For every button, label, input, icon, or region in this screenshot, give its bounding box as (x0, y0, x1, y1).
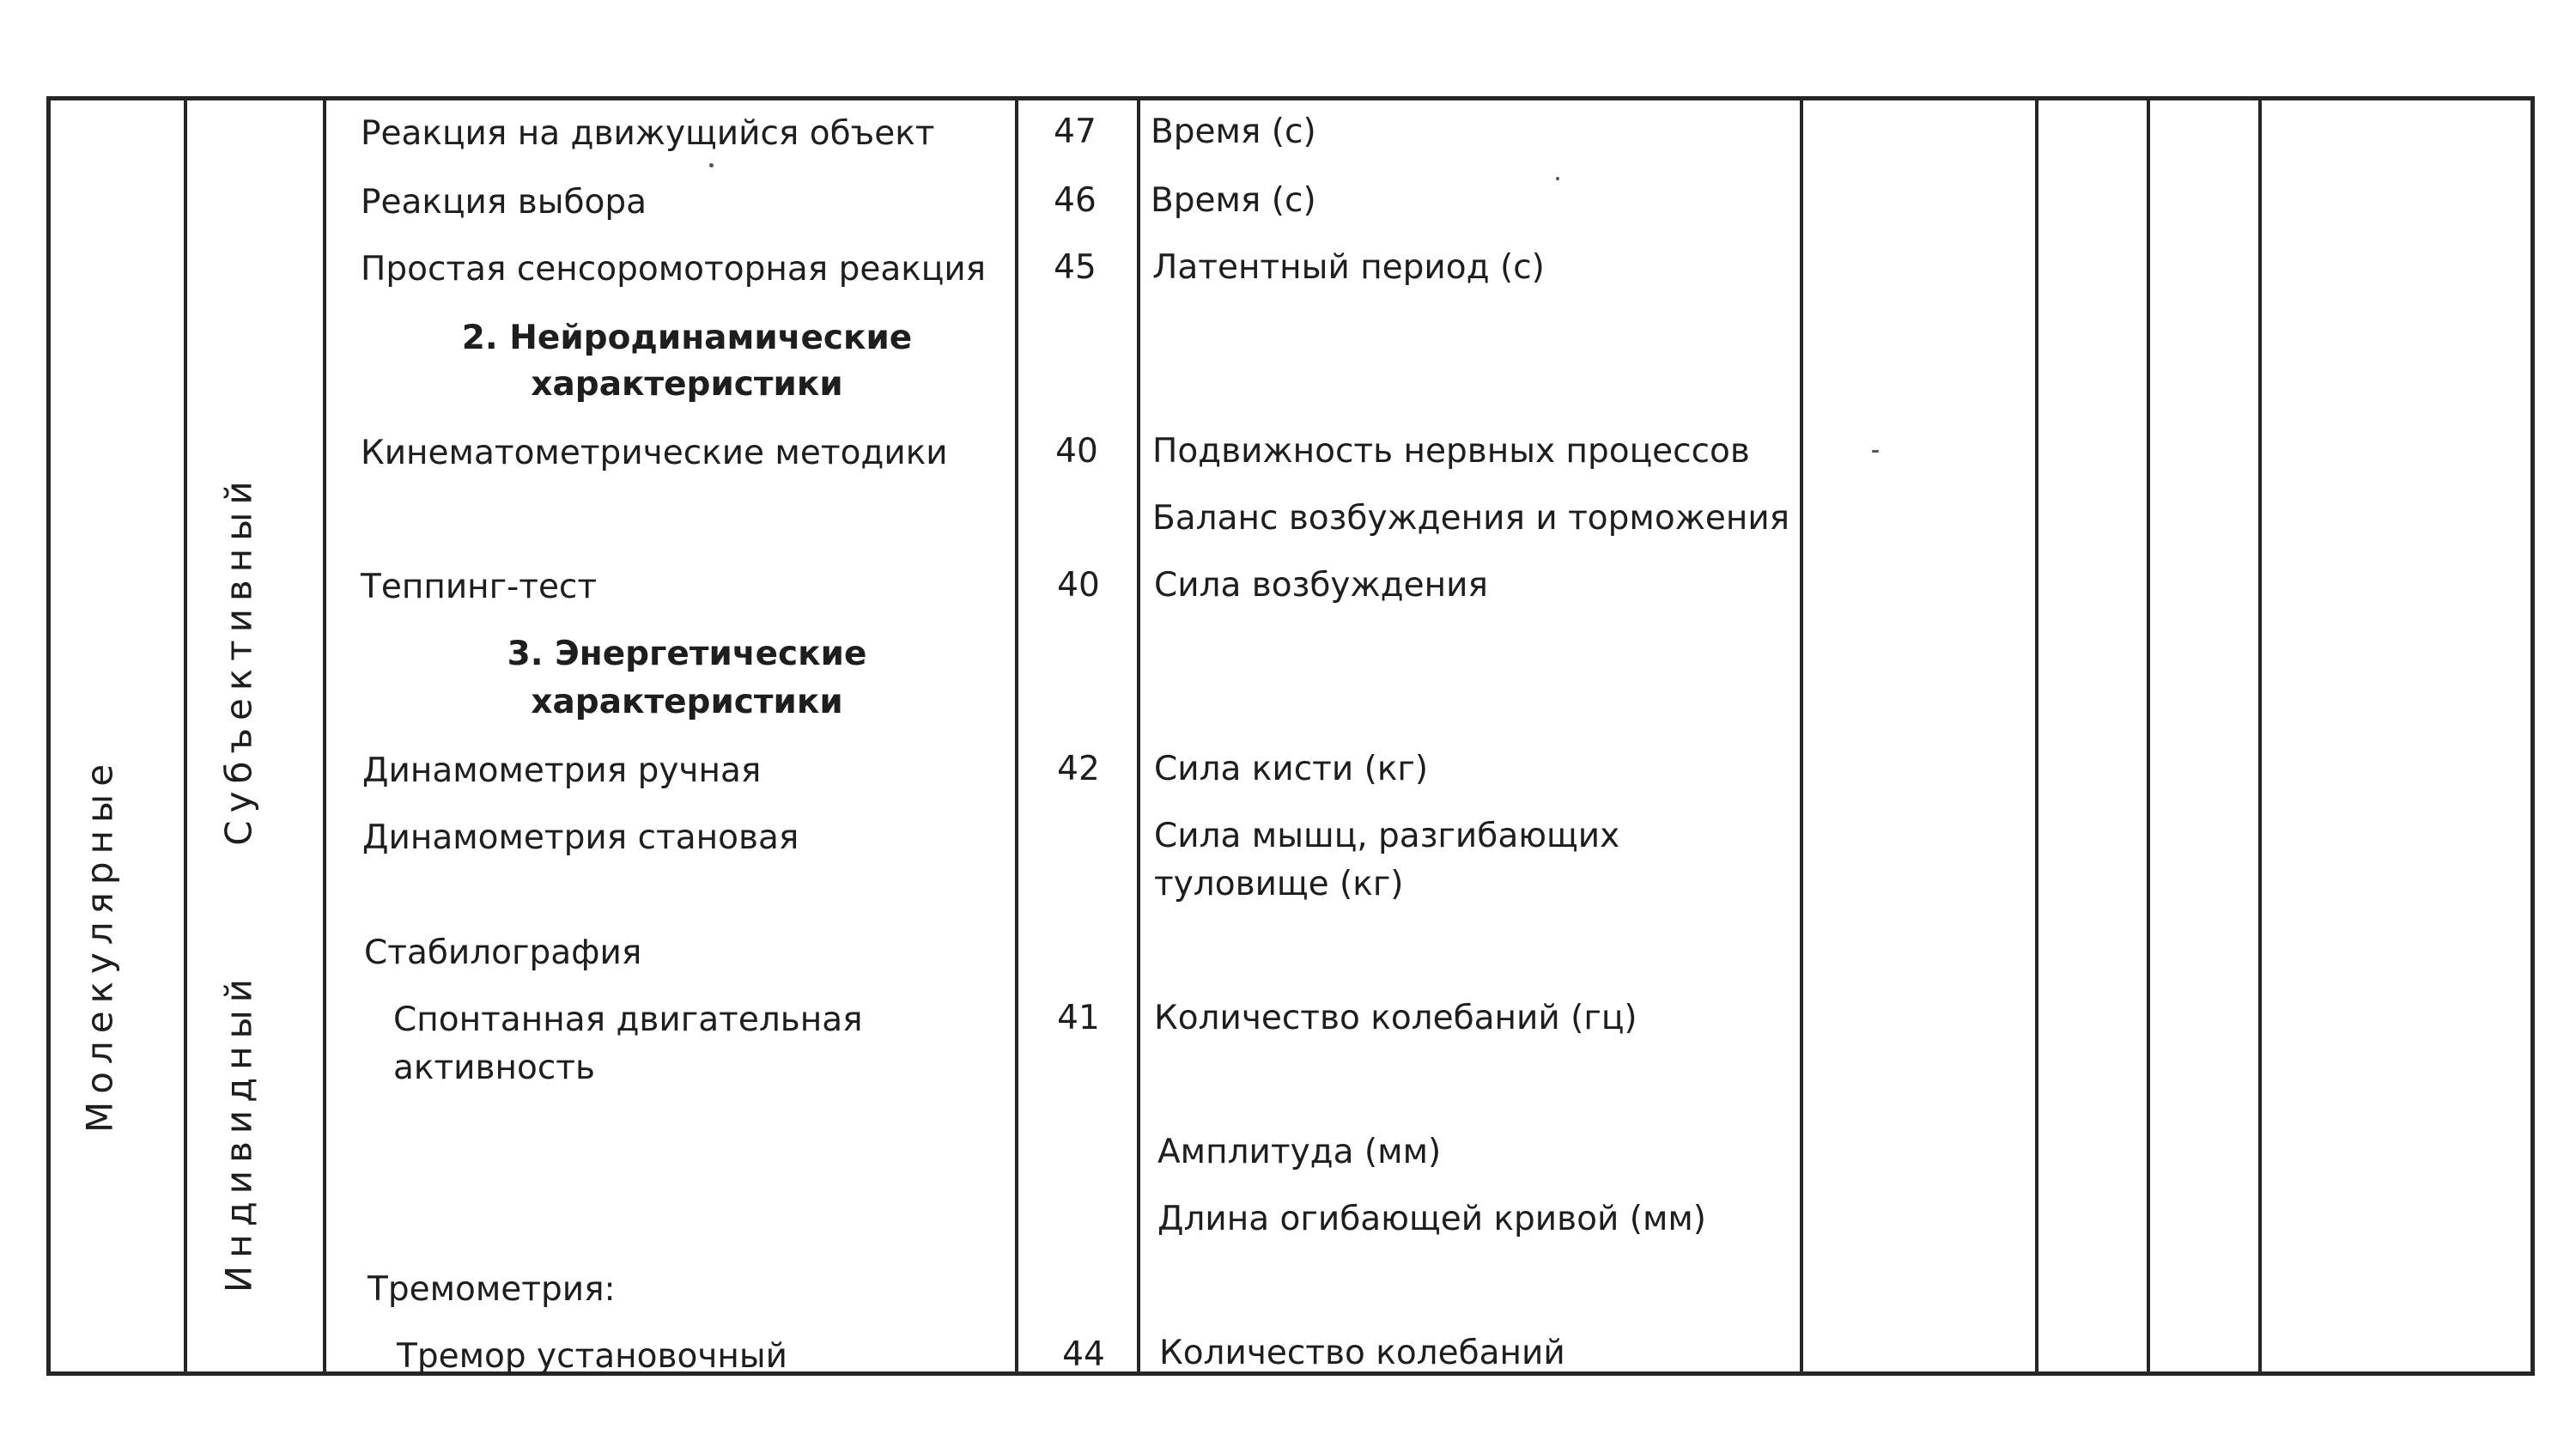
method-label: Реакция выбора (361, 183, 647, 222)
section-heading: 2. Нейродинамические (461, 319, 913, 357)
method-number: 40 (1055, 432, 1098, 471)
column-divider (1137, 96, 1140, 1376)
scan-speck (709, 163, 714, 167)
sublevel-label-subjective: Субъективный (217, 473, 260, 846)
method-label: Тремометрия: (368, 1270, 616, 1309)
column-divider (2035, 96, 2038, 1376)
method-label: Кинематометрические методики (361, 434, 948, 472)
method-label: Стабилография (364, 933, 642, 972)
method-label: Простая сенсоромоторная реакция (361, 250, 987, 289)
indicator-label: Длина огибающей кривой (мм) (1157, 1200, 1707, 1238)
method-label: активность (393, 1049, 596, 1087)
indicator-label: Баланс возбуждения и торможения (1152, 499, 1790, 538)
sublevel-label-individual: Индивидный (217, 970, 260, 1293)
method-number: 46 (1054, 181, 1097, 220)
scan-speck (1556, 177, 1559, 180)
method-label: Динамометрия становая (362, 818, 799, 857)
scan-speck (1872, 450, 1879, 453)
section-heading: характеристики (531, 683, 843, 721)
level-label: Молекулярные (78, 756, 121, 1134)
section-heading: характеристики (531, 365, 843, 404)
indicator-label: Латентный период (с) (1152, 248, 1545, 287)
indicator-label: Сила мышц, разгибающих (1154, 817, 1620, 855)
section-heading: 3. Энергетические (507, 635, 867, 673)
indicator-label: Количество колебаний (1159, 1334, 1565, 1372)
column-divider (2258, 96, 2262, 1376)
method-label: Динамометрия ручная (362, 751, 762, 790)
column-divider (323, 96, 326, 1376)
method-number: 40 (1057, 566, 1100, 605)
method-number: 45 (1054, 248, 1097, 287)
method-label: Тремор установочный (397, 1337, 788, 1376)
method-label: Реакция на движущийся объект (361, 114, 935, 153)
method-number: 47 (1054, 112, 1097, 151)
indicator-label: Сила кисти (кг) (1154, 750, 1429, 788)
method-label: Теппинг-тест (361, 568, 598, 606)
method-number: 41 (1057, 999, 1100, 1037)
method-number: 42 (1057, 750, 1100, 788)
method-label: Спонтанная двигательная (393, 1000, 863, 1039)
indicator-label: Количество колебаний (гц) (1154, 999, 1637, 1037)
indicator-label: Время (с) (1151, 112, 1316, 151)
column-divider (1015, 96, 1018, 1376)
indicator-label: Время (с) (1151, 181, 1316, 220)
column-divider (1800, 96, 1803, 1376)
column-divider (2147, 96, 2150, 1376)
method-number: 44 (1062, 1335, 1105, 1374)
indicator-label: туловище (кг) (1154, 865, 1404, 903)
indicator-label: Амплитуда (мм) (1157, 1133, 1442, 1171)
indicator-label: Сила возбуждения (1154, 566, 1488, 605)
column-divider (184, 96, 187, 1376)
indicator-label: Подвижность нервных процессов (1152, 432, 1750, 471)
